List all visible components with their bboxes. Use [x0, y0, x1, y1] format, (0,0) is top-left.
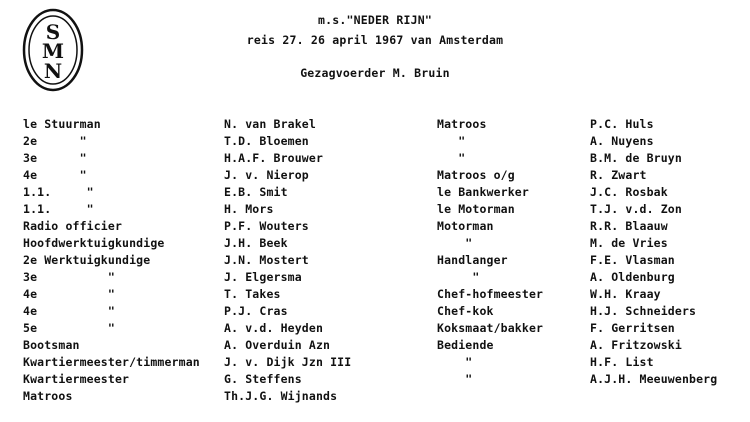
rank-label: Matroos o/g — [437, 168, 515, 182]
svg-text:S: S — [45, 20, 61, 44]
rank-label: Radio officier — [23, 219, 123, 233]
rank-label: Bediende — [437, 338, 494, 352]
crew-name: P.F. Wouters — [224, 219, 309, 233]
rank-label: " — [437, 134, 466, 148]
crew-name: T.D. Bloemen — [224, 134, 309, 148]
crew-name: E.B. Smit — [224, 185, 288, 199]
rank-label: Kwartiermeester/timmerman — [23, 355, 200, 369]
rank-label: Kwartiermeester — [23, 372, 130, 386]
rank-label: Handlanger — [437, 253, 508, 267]
crew-name: J. v. Nierop — [224, 168, 309, 182]
voyage-line: reis 27. 26 april 1967 van Amsterdam — [246, 33, 504, 47]
rank-label: 4e " — [23, 287, 115, 301]
rank-label: Motorman — [437, 219, 494, 233]
crew-name: F.E. Vlasman — [590, 253, 675, 267]
right-ranks-column — [437, 116, 543, 388]
crew-name: A.J.H. Meeuwenberg — [590, 372, 718, 386]
rank-label: " — [437, 270, 480, 284]
crew-name: H.F. List — [590, 355, 654, 369]
left-ranks-column — [23, 116, 200, 405]
rank-label: " — [437, 151, 466, 165]
rank-label: 1.1. " — [23, 202, 94, 216]
rank-label: le Bankwerker — [437, 185, 529, 199]
rank-label: " — [437, 355, 473, 369]
rank-label: 2e " — [23, 134, 87, 148]
rank-label: 3e " — [23, 151, 87, 165]
crew-name: H. Mors — [224, 202, 274, 216]
crew-name: N. van Brakel — [224, 117, 316, 131]
crew-name: J.C. Rosbak — [590, 185, 668, 199]
svg-text:N: N — [43, 59, 63, 83]
crew-name: Th.J.G. Wijnands — [224, 389, 338, 403]
crew-name: H.A.F. Brouwer — [224, 151, 324, 165]
crew-name: G. Steffens — [224, 372, 302, 386]
rank-label: Matroos — [23, 389, 73, 403]
crew-name: T.J. v.d. Zon — [590, 202, 682, 216]
rank-label: " — [437, 372, 473, 386]
rank-label: Hoofdwerktuigkundige — [23, 236, 165, 250]
crew-name: T. Takes — [224, 287, 281, 301]
rank-label: 5e " — [23, 321, 115, 335]
rank-label: 4e " — [23, 304, 115, 318]
rank-label: Matroos — [437, 117, 487, 131]
crew-name: A. Fritzowski — [590, 338, 682, 352]
crew-name: J.N. Mostert — [224, 253, 309, 267]
crew-name: A. Oldenburg — [590, 270, 675, 284]
crew-name: J. Elgersma — [224, 270, 302, 284]
rank-label: 4e " — [23, 168, 87, 182]
rank-label: " — [437, 236, 473, 250]
crew-name: P.C. Huls — [590, 117, 654, 131]
rank-label: 1.1. " — [23, 185, 94, 199]
rank-label: 3e " — [23, 270, 115, 284]
crew-name: R.R. Blaauw — [590, 219, 668, 233]
crew-name: A. v.d. Heyden — [224, 321, 324, 335]
crew-name: B.M. de Bruyn — [590, 151, 682, 165]
rank-label: Chef-hofmeester — [437, 287, 544, 301]
rank-label: 2e Werktuigkundige — [23, 253, 151, 267]
crew-name: A. Nuyens — [590, 134, 654, 148]
crew-name: W.H. Kraay — [590, 287, 661, 301]
left-names-column — [224, 116, 351, 405]
crew-name: P.J. Cras — [224, 304, 288, 318]
rank-label: le Motorman — [437, 202, 515, 216]
rank-label: Bootsman — [23, 338, 80, 352]
crew-name: J. v. Dijk Jzn III — [224, 355, 352, 369]
ship-name: m.s."NEDER RIJN" — [318, 13, 432, 27]
rank-label: Chef-kok — [437, 304, 494, 318]
crew-name: A. Overduin Azn — [224, 338, 331, 352]
crew-name: M. de Vries — [590, 236, 668, 250]
crew-name: J.H. Beek — [224, 236, 288, 250]
rank-label: le Stuurman — [23, 117, 101, 131]
svg-text:M: M — [41, 39, 65, 63]
rank-label: Koksmaat/bakker — [437, 321, 544, 335]
crew-name: H.J. Schneiders — [590, 304, 697, 318]
captain-line: Gezagvoerder M. Bruin — [300, 66, 450, 80]
crew-name: R. Zwart — [590, 168, 647, 182]
right-names-column — [590, 116, 717, 388]
crew-name: F. Gerritsen — [590, 321, 675, 335]
